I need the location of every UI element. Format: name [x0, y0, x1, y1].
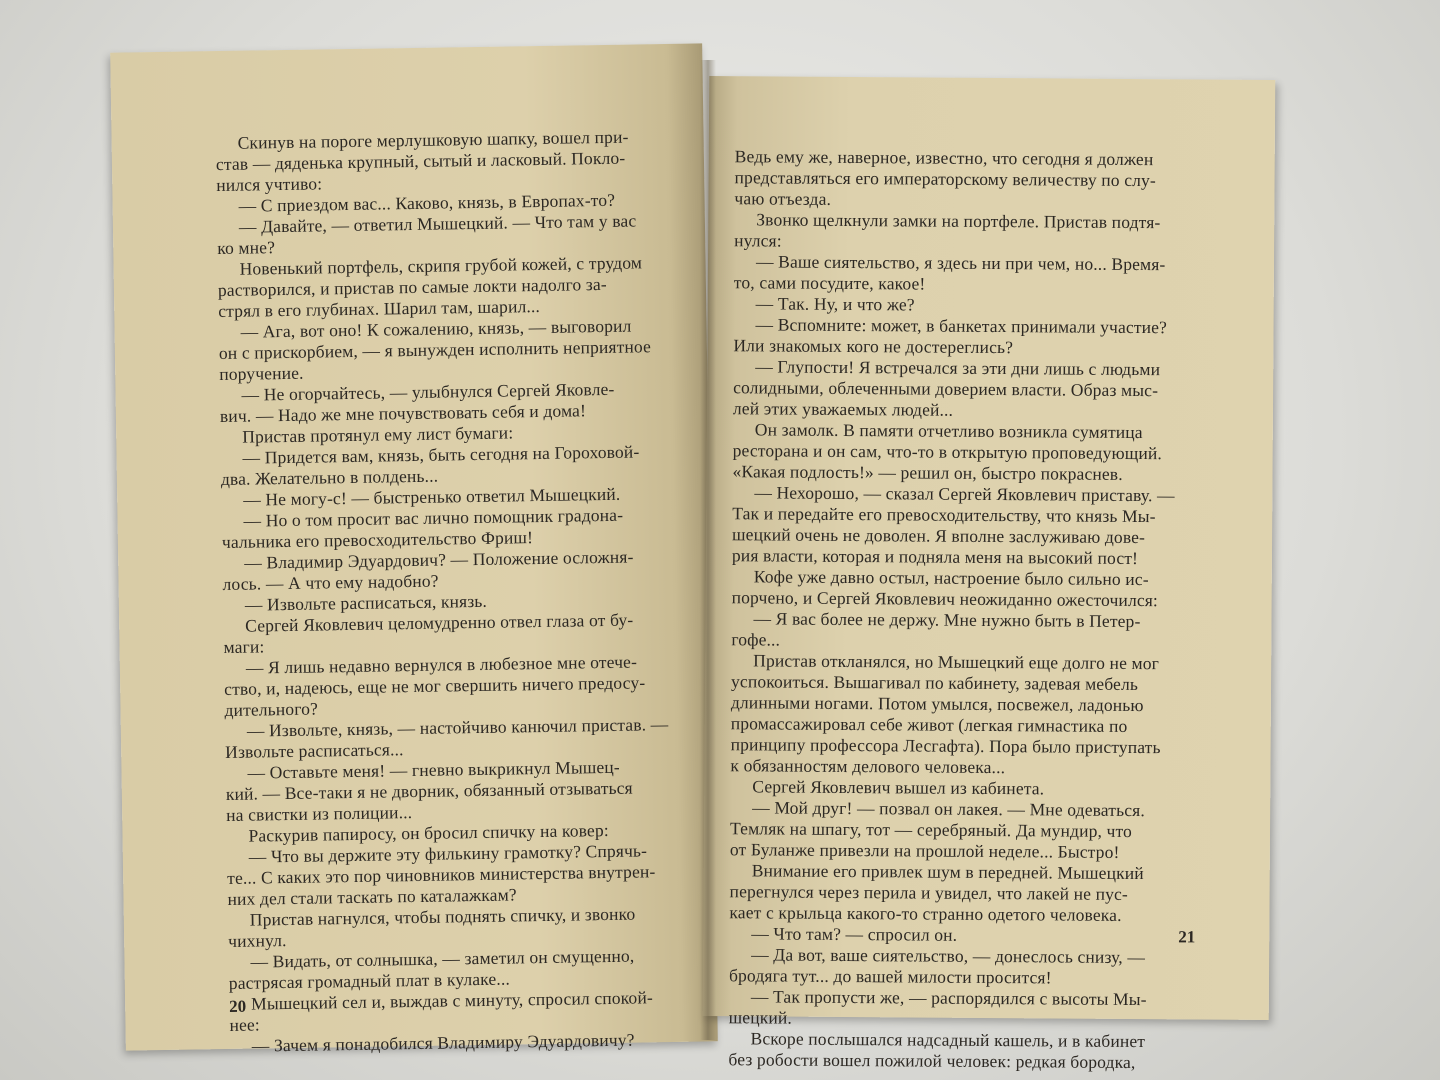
right-page-text — [728, 146, 1234, 1073]
text-line: Сергей Яковлевич вышел из кабинета. — [752, 776, 1045, 799]
left-page — [110, 43, 718, 1056]
text-line: — Мой друг! — позвал он лакея. — Мне одеваться. — [752, 797, 1145, 821]
text-line: — Ага, вот оно! К сожалению, князь, — выговорил — [240, 315, 632, 342]
text-line: успокоиться. Вышагивал по кабинету, задевая мебель — [730, 671, 1139, 695]
text-line: — Извольте расписаться, князь. — [244, 590, 488, 615]
text-line: них дел стали таскать по каталажкам? — [227, 884, 517, 909]
text-line: — Придется вам, князь, быть сегодня на Гороховой- — [242, 441, 640, 468]
text-line: кий. — Все-таки я не дворник, обязанный отзываться — [225, 777, 633, 804]
text-line: Пристав нагнулся, чтобы поднять спичку, и звонко — [249, 903, 636, 930]
text-line: стрял в его глубинах. Шарил там, шарил... — [218, 295, 541, 322]
text-line: те... С каких это пор чиновников министерства внутрен- — [227, 861, 656, 888]
text-line: Звонко щелкнули замки на портфеле. Пристав подтя- — [756, 209, 1161, 233]
text-line: — Давайте, — ответил Мышецкий. — Что там у вас — [238, 210, 637, 237]
text-line: — Что вы держите эту филькину грамотку? Спрячь- — [248, 840, 648, 867]
text-line: став — дяденька крупный, сытый и ласковый. Покло- — [215, 147, 626, 175]
text-line: Пристав протянул ему лист бумаги: — [242, 422, 514, 447]
text-line: на свистки из полиции... — [226, 802, 413, 825]
text-line: он с прискорбием, — я вынужден исполнить неприятное — [218, 336, 652, 364]
text-line: шецкий очень не доволен. Я вполне заслуживаю дове- — [732, 524, 1146, 548]
text-line: бродяга тут... до вашей милости просится! — [728, 965, 1052, 988]
text-line: — Но о том просит вас лично помощник градона- — [243, 504, 624, 531]
text-line: дительного? — [224, 698, 319, 720]
text-line: — Я вас более не держу. Мне нужно быть в Петер- — [753, 608, 1141, 632]
text-line: Внимание его привлек шум в передней. Мышецкий — [751, 860, 1144, 884]
text-line: — Видать, от солнышка, — заметил он смущенно, — [250, 945, 635, 972]
text-line: шецкий. — [728, 1007, 793, 1028]
text-line: Так и передайте его превосходительству, что князь Мы- — [732, 503, 1156, 527]
text-line: два. Желательно в полдень... — [220, 465, 439, 490]
text-line: — С приездом вас... Каково, князь, в Европах-то? — [238, 189, 616, 216]
text-line: от Буланже привезли на прошлой неделе... Быстро! — [729, 839, 1120, 862]
text-line: Извольте расписаться... — [225, 739, 404, 762]
text-line: Темляк на шпагу, тот — серебряный. Да мундир, что — [729, 818, 1133, 842]
text-line: Раскурив папиросу, он бросил спичку на ковер: — [248, 819, 609, 846]
text-line: — Зачем я понадобился Владимиру Эдуардовичу? — [251, 1029, 635, 1056]
text-line: солидными, облеченными доверием власти. Образ мыс- — [733, 377, 1159, 401]
text-line: чаю отъезда. — [734, 188, 832, 209]
text-line: Вскоре послышался надсадный кашель, и в кабинет — [750, 1028, 1146, 1052]
text-line: Сергей Яковлевич целомудренно отвел глаза от бу- — [245, 609, 634, 636]
text-line: Или знакомых кого не достереглись? — [733, 335, 1014, 358]
text-line: ство, и, надеюсь, еще не мог свершить ничего предосу- — [224, 672, 646, 699]
text-line: Скинув на пороге мерлушковую шапку, вошел при- — [237, 126, 629, 153]
text-line: — Да вот, ваше сиятельство, — донеслось снизу, — — [751, 944, 1146, 968]
text-line: гофе... — [731, 629, 781, 650]
right-page — [703, 76, 1276, 1073]
text-line: — Ваше сиятельство, я здесь ни при чем, но... Время- — [755, 251, 1166, 275]
text-line: «Какая подлость!» — решил он, быстро покраснев. — [732, 461, 1123, 484]
text-line: поручение. — [219, 362, 304, 385]
text-line: — Нехорошо, — сказал Сергей Яковлевич приставу. — — [754, 482, 1175, 506]
text-line: ко мне? — [217, 237, 276, 259]
text-line: вич. — Надо же мне почувствовать себя и дома! — [219, 400, 587, 427]
text-line: маги: — [223, 636, 265, 658]
text-line: — Оставьте меня! — гневно выкрикнул Мышец- — [247, 756, 620, 783]
text-line: Кофе уже давно остыл, настроение было сильно ис- — [753, 566, 1149, 590]
text-line: чихнул. — [228, 930, 287, 951]
text-line: — Владимир Эдуардович? — Положение осложня- — [244, 546, 634, 573]
text-line: лей этих уважаемых людей... — [732, 398, 954, 420]
text-line: принципу профессора Лесгафта). Пора было приступать — [730, 734, 1161, 758]
text-line: нее: — [229, 1014, 261, 1035]
text-line: промассажировал себе живот (легкая гимнастика по — [730, 713, 1128, 736]
text-line: — Глупости! Я встречался за эти дни лишь с людьми — [755, 356, 1161, 380]
text-line: — Не могу-с! — быстренько ответил Мышецкий. — [243, 483, 621, 510]
text-line: кает с крыльца какого-то странно одетого человека. — [729, 902, 1122, 925]
text-line: порчено, и Сергей Яковлевич неожиданно ожесточился: — [731, 587, 1159, 611]
book-gutter — [700, 60, 716, 1040]
text-line: — Так пропусти же, — распорядился с высоты Мы- — [750, 986, 1147, 1010]
text-line: — Я лишь недавно вернулся в любезное мне отече- — [245, 651, 638, 678]
text-line: длинными ногами. Потом умылся, посвежел, ладонью — [730, 692, 1144, 716]
text-line: чальника его превосходительство Фриш! — [221, 527, 534, 553]
text-line: ресторана и он сам, что-то в открытую проповедующий. — [732, 440, 1163, 464]
text-line: лось. — А что ему надобно? — [222, 570, 439, 595]
text-line: к обязанностям делового человека... — [730, 755, 1006, 778]
text-line: без робости вошел пожилой человек: редкая бородка, — [728, 1049, 1136, 1073]
text-line: нился учтиво: — [216, 173, 323, 196]
page-number-right: 21 — [1178, 927, 1196, 947]
text-line: — Не огорчайтесь, — улыбнулся Сергей Яковле- — [241, 378, 615, 405]
page-number-left: 20 — [229, 996, 247, 1016]
text-line: растрясая громадный плат в кулаке... — [228, 968, 511, 993]
text-line: Новенький портфель, скрипя грубой кожей, с трудом — [239, 252, 643, 279]
text-line: рия власти, которая и подняла меня на высокий пост! — [731, 545, 1139, 569]
text-line: — Так. Ну, и что же? — [755, 293, 915, 315]
text-line: Мышецкий сел и, выждав с минуту, спросил спокой- — [250, 987, 654, 1014]
text-line: Пристав откланялся, но Мышецкий еще долго не мог — [753, 650, 1160, 674]
text-line: представляться его императорскому величеству по слу- — [734, 167, 1157, 191]
text-line: Он замолк. В памяти отчетливо возникла сумятица — [754, 419, 1143, 443]
text-line: — Вспомните: может, в банкетах принимали участие? — [755, 314, 1168, 338]
text-line: нулся: — [734, 230, 782, 251]
left-page-text — [215, 126, 703, 1057]
text-line: перегнулся через перила и увидел, что лакей не пус- — [729, 881, 1129, 904]
text-line: — Извольте, князь, — настойчиво канючил пристав. — — [246, 714, 669, 741]
text-line: растворился, и пристав по самые локти надолго за- — [217, 273, 607, 301]
text-line: — Что там? — спросил он. — [751, 923, 958, 945]
text-line: Ведь ему же, наверное, известно, что сегодня я должен — [734, 146, 1154, 170]
text-line: то, сами посудите, какое! — [733, 272, 926, 294]
